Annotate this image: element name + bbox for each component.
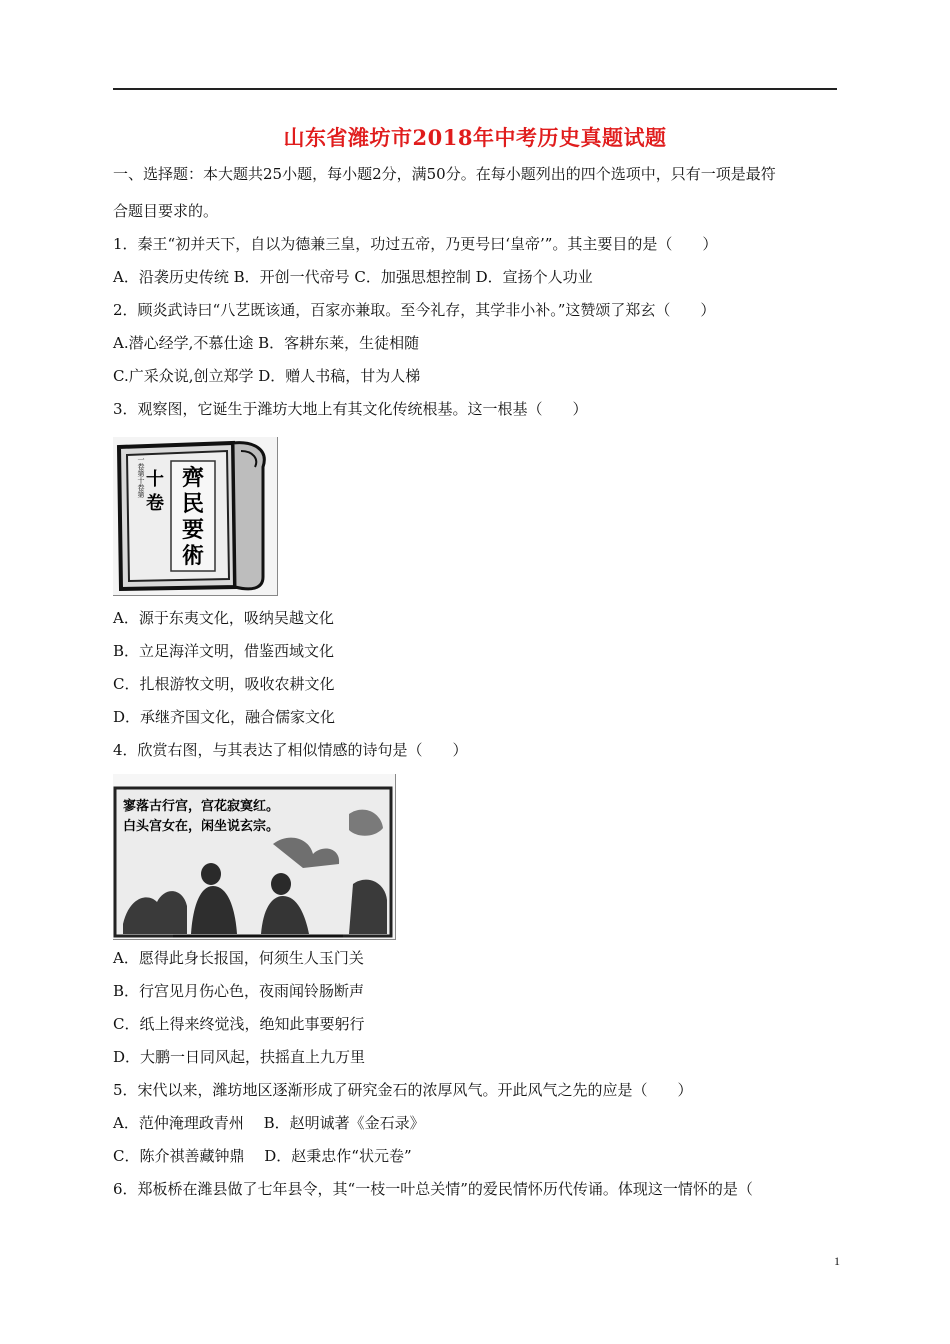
book-title-char-4: 術 — [181, 543, 205, 569]
question-2-options-ab: A.潜心经学,不慕仕途 B．客耕东莱，生徒相随 — [113, 334, 420, 352]
question-4-option-b: B．行宫见月伤心色，夜雨闻铃肠断声 — [113, 982, 365, 1000]
book-title-char-1: 齊 — [181, 465, 205, 491]
book-title-char-2: 民 — [181, 491, 205, 517]
question-3-option-d: D．承继齐国文化，融合儒家文化 — [113, 708, 336, 726]
question-3-option-a: A．源于东夷文化，吸纳吴越文化 — [113, 609, 334, 627]
question-2-options-cd: C.广采众说,创立郑学 D．赠人书稿，甘为人梯 — [113, 367, 421, 385]
header-rule — [113, 88, 837, 90]
question-4-option-d: D．大鹏一日同风起，扶摇直上九万里 — [113, 1048, 366, 1066]
palace-ladies-painting-image — [113, 774, 396, 940]
question-6: 6．郑板桥在潍县做了七年县令，其“一枝一叶总关情”的爱民情怀历代传诵。体现这一情怀的是（ — [113, 1180, 753, 1198]
question-4: 4．欣赏右图，与其表达了相似情感的诗句是（ ） — [113, 741, 468, 759]
question-3-option-c: C．扎根游牧文明，吸收农耕文化 — [113, 675, 335, 693]
question-5-options-ab: A．范仲淹理政青州 B．赵明诚著《金石录》 — [113, 1114, 425, 1132]
book-side-char-2: 卷 — [146, 493, 164, 514]
question-4-option-c: C．纸上得来终觉浅，绝知此事要躬行 — [113, 1015, 365, 1033]
question-5-options-cd: C．陈介祺善藏钟鼎 D．赵秉忠作“状元卷” — [113, 1147, 412, 1165]
instruction-line-1: 一、选择题：本大题共25小题，每小题2分，满50分。在每小题列出的四个选项中，只有一项是最符 — [113, 165, 776, 183]
question-3: 3．观察图，它诞生于潍坊大地上有其文化传统根基。这一根基（ ） — [113, 400, 588, 418]
book-small-text: 一卷第十卷第 — [137, 456, 145, 498]
poem-line-2: 白头宫女在，闲坐说玄宗。 — [123, 819, 280, 834]
question-1-options: A．沿袭历史传统 B．开创一代帝号 C．加强思想控制 D．宣扬个人功业 — [113, 268, 593, 286]
page-title: 山东省潍坊市2018年中考历史真题试题 — [283, 125, 667, 150]
poem-line-1: 寥落古行宫，宫花寂寞红。 — [123, 799, 280, 814]
book-title-char-3: 要 — [181, 517, 205, 543]
question-5: 5．宋代以来，潍坊地区逐渐形成了研究金石的浓厚风气。开此风气之先的应是（ ） — [113, 1081, 693, 1099]
book-side-char-1: 十 — [146, 469, 164, 490]
instruction-line-2: 合题目要求的。 — [113, 202, 219, 220]
qiminyaoshu-book-image — [113, 437, 278, 596]
question-2: 2．顾炎武诗曰“八艺既该通，百家亦兼取。至今礼存，其学非小补。”这赞颂了郑玄（ ） — [113, 301, 716, 319]
question-4-option-a: A．愿得此身长报国，何须生人玉门关 — [113, 949, 364, 967]
question-1: 1．秦王“初并天下，自以为德兼三皇，功过五帝，乃更号曰‘皇帝’”。其主要目的是（ ） — [113, 235, 718, 253]
question-3-option-b: B．立足海洋文明，借鉴西域文化 — [113, 642, 335, 660]
page-number: 1 — [834, 1254, 840, 1268]
